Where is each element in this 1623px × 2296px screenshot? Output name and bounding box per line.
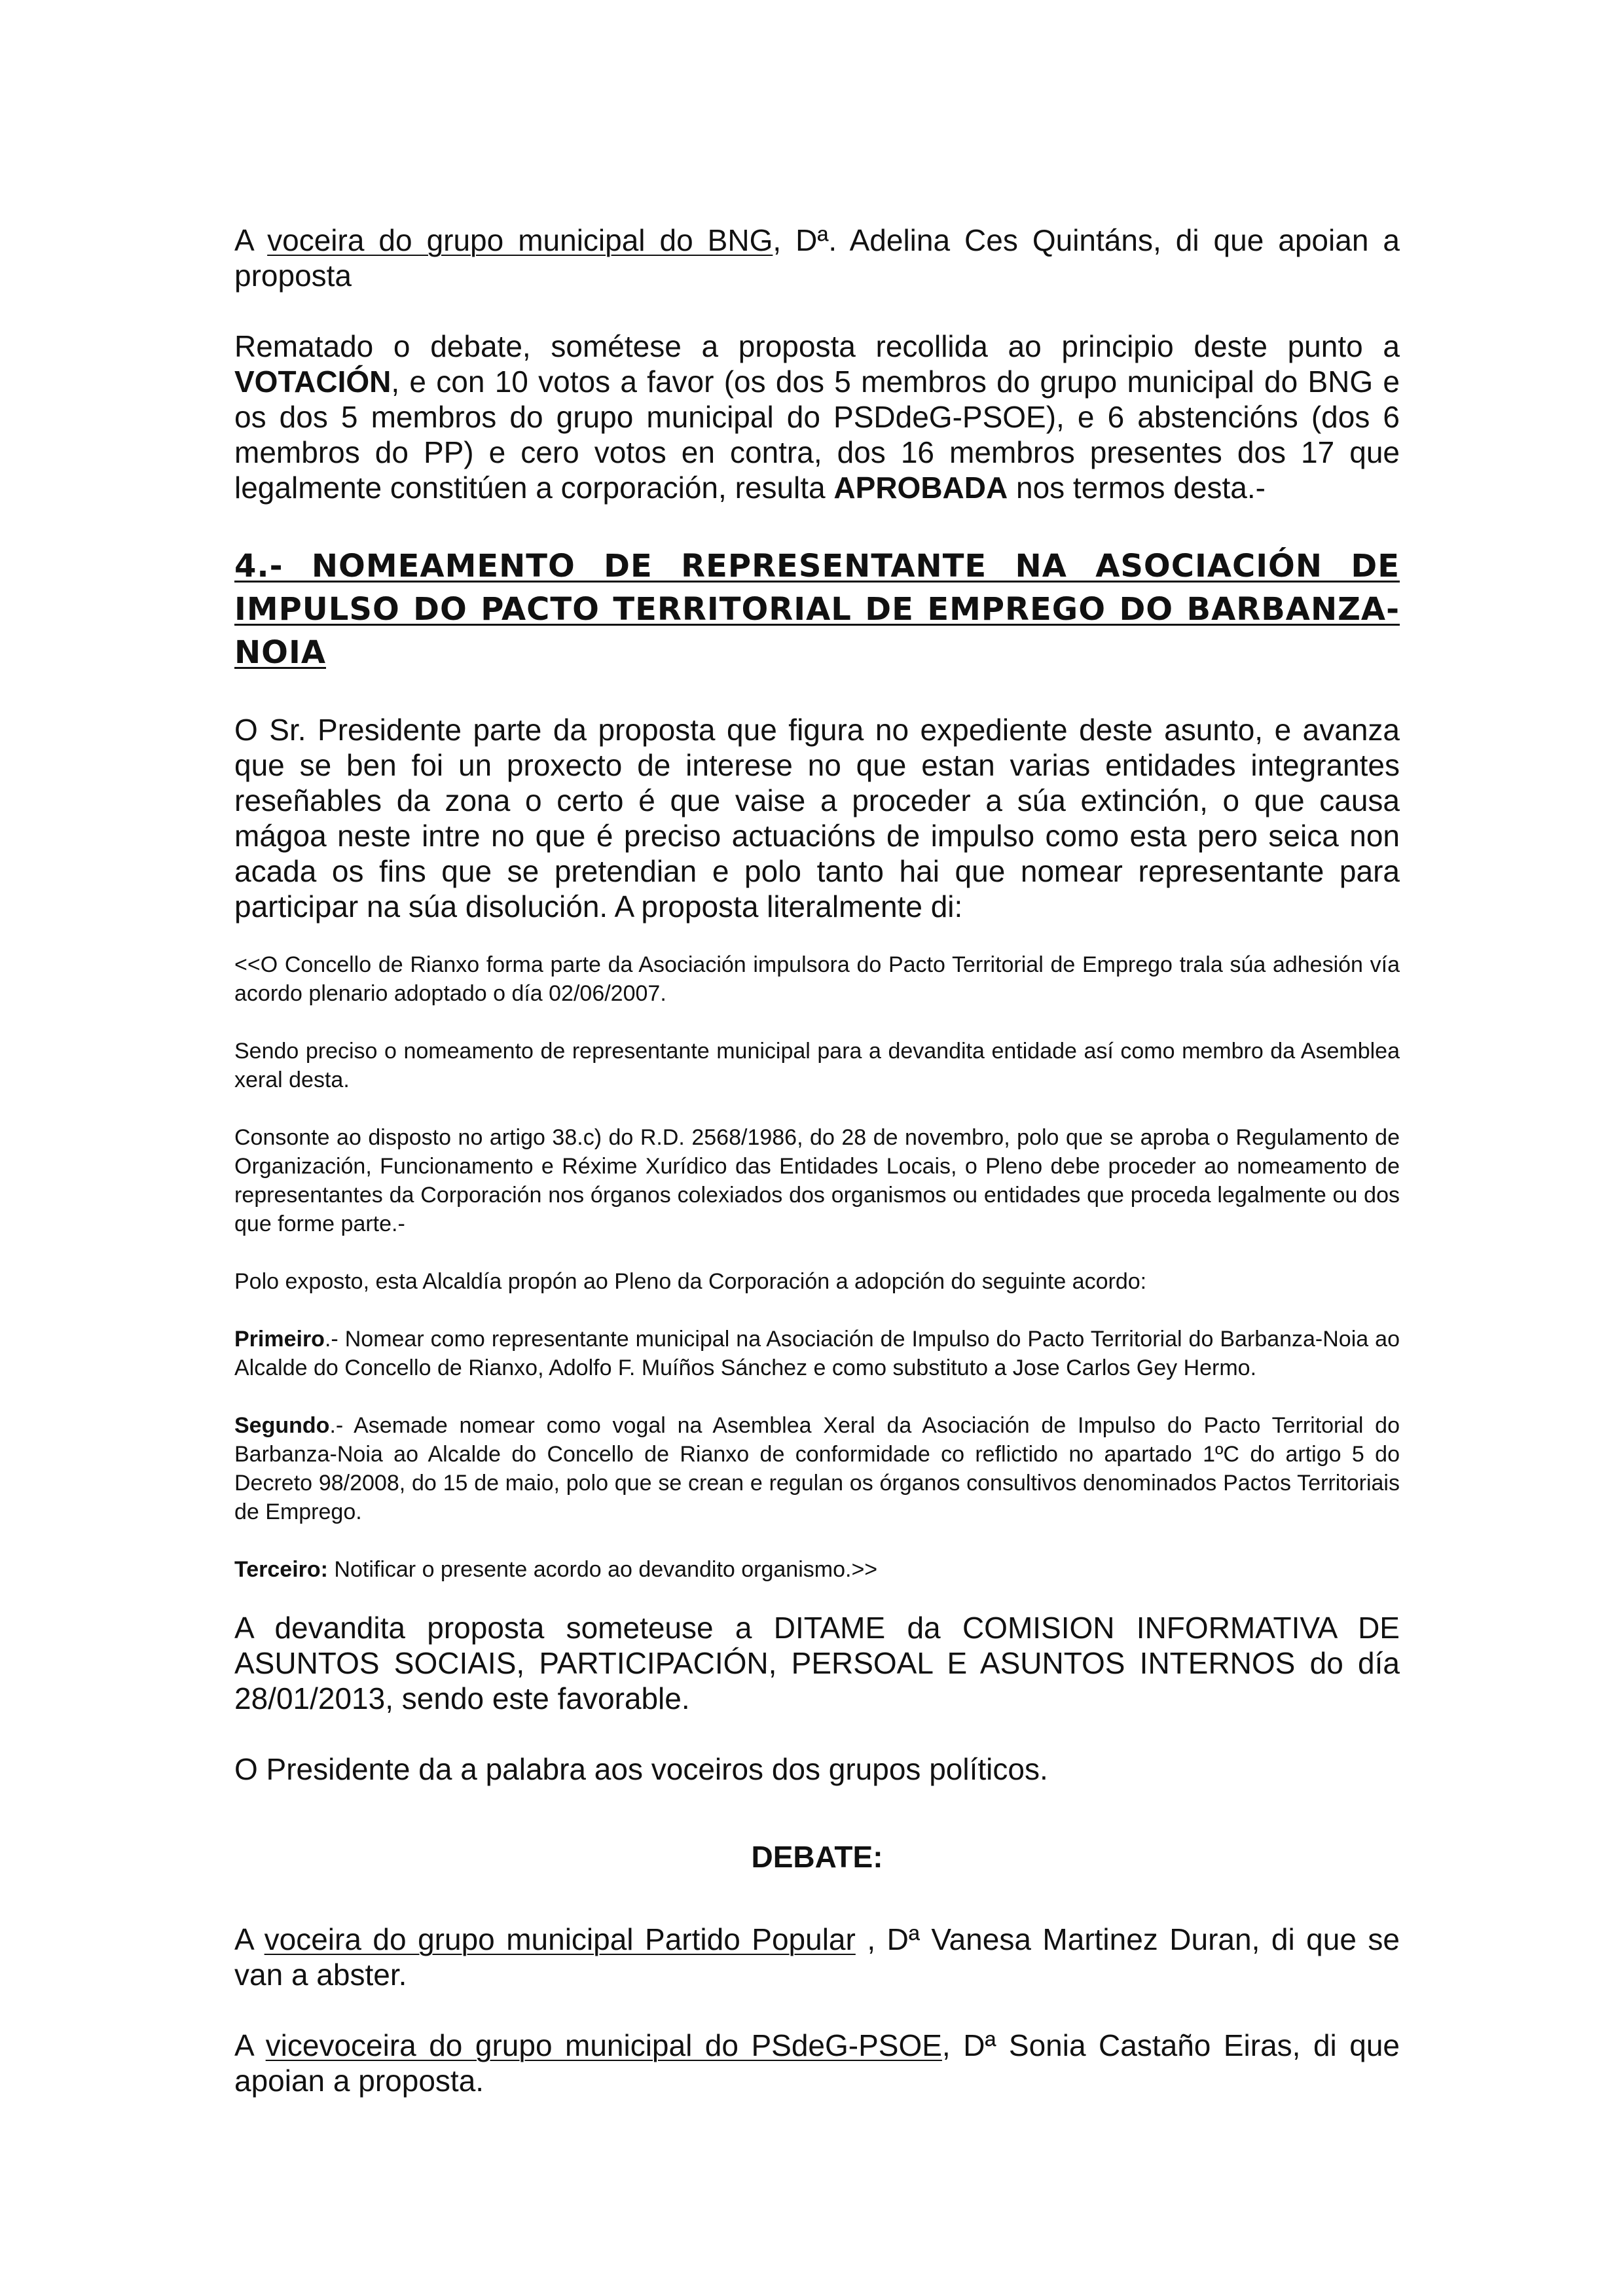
- vote-label: VOTACIÓN: [234, 365, 392, 399]
- pp-spokesperson-ref: voceira do grupo municipal Partido Popular: [264, 1922, 856, 1956]
- second-label: Segundo: [234, 1413, 330, 1438]
- president-intro-paragraph: O Sr. Presidente parte da proposta que figura no expediente deste asunto, e avanza que se ben foi un proxecto de interese no que estan varias entidades integrantes reseñables da zona o certo é que vaise a proceder a súa extinción, o que causa mágoa neste intre no que é preciso actuacións de impulso como esta pero seica non acada os fins que se pretendian e polo tanto hai que nomear representante para participar na súa disolución. A proposta literalmente di:: [234, 713, 1400, 924]
- proposal-quote-2: Sendo preciso o nomeamento de representante municipal para a devandita entidade así como membro da Asemblea xeral desta.: [234, 1039, 1400, 1092]
- document-page: [234, 223, 1400, 2098]
- proposal-quote-1: <<O Concello de Rianxo forma parte da Asociación impulsora do Pacto Territorial de Emprego trala súa adhesión vía acordo plenario adoptado o día 02/06/2007.: [234, 952, 1400, 1006]
- pp-statement: A voceira do grupo municipal Partido Popular , Dª Vanesa Martinez Duran, di que se van a abster.: [234, 1922, 1400, 1992]
- third-label: Terceiro:: [234, 1557, 328, 1582]
- president-floor-paragraph: O Presidente da a palabra aos voceiros dos grupos políticos.: [234, 1752, 1048, 1786]
- bng-statement: A voceira do grupo municipal do BNG, Dª. Adelina Ces Quintáns, di que apoian a proposta: [234, 223, 1400, 293]
- vote-result-paragraph: Rematado o debate, sométese a proposta recollida ao principio deste punto a VOTACIÓN, e con 10 votos a favor (os dos 5 membros do grupo municipal do BNG e os dos 5 membros do grupo municipal do PSDdeG-PSOE), e 6 abstencións (dos 6 membros do PP) e cero votos en contra, dos 16 membros presentes dos 17 que legalmente constitúen a corporación, resulta APROBADA nos termos desta.-: [234, 329, 1400, 505]
- section-heading: 4.- NOMEAMENTO DE REPRESENTANTE NA ASOCIACIÓN DE IMPULSO DO PACTO TERRITORIAL DE EMPREGO DO BARBANZA- NOIA: [234, 548, 1400, 671]
- proposal-second-point: Segundo.- Asemade nomear como vogal na Asemblea Xeral da Asociación de Impulso do Pacto Territorial do Barbanza-Noia ao Alcalde do Concello de Rianxo de conformidade co reflictido no apartado 1ºC do artigo 5 do Decreto 98/2008, do 15 de maio, polo que se crean e regulan os órganos consultivos denominados Pactos Territoriais de Emprego.: [234, 1413, 1400, 1524]
- psoe-spokesperson-ref: vicevoceira do grupo municipal do PSdeG-PSOE: [265, 2028, 942, 2062]
- commission-opinion-paragraph: A devandita proposta someteuse a DITAME da COMISION INFORMATIVA DE ASUNTOS SOCIAIS, PARTICIPACIÓN, PERSOAL E ASUNTOS INTERNOS do día 28/01/2013, sendo este favorable.: [234, 1611, 1400, 1715]
- first-label: Primeiro: [234, 1327, 325, 1352]
- proposal-third-point: Terceiro: Notificar o presente acordo ao devandito organismo.>>: [234, 1557, 878, 1582]
- bng-spokesperson-ref: voceira do grupo municipal do BNG: [267, 223, 773, 257]
- proposal-first-point: Primeiro.- Nomear como representante municipal na Asociación de Impulso do Pacto Territorial do Barbanza-Noia ao Alcalde do Concello de Rianxo, Adolfo F. Muíños Sánchez e como substituto a Jose Carlos Gey Hermo.: [234, 1327, 1400, 1380]
- psoe-statement: A vicevoceira do grupo municipal do PSdeG-PSOE, Dª Sonia Castaño Eiras, di que apoian a proposta.: [234, 2028, 1400, 2098]
- proposal-quote-4: Polo exposto, esta Alcaldía propón ao Pleno da Corporación a adopción do seguinte acordo:: [234, 1269, 1147, 1294]
- approved-label: APROBADA: [833, 471, 1008, 505]
- debate-title: DEBATE:: [751, 1840, 883, 1874]
- proposal-quote-3: Consonte ao disposto no artigo 38.c) do R.D. 2568/1986, do 28 de novembro, polo que se aproba o Regulamento de Organización, Funcionamento e Réxime Xurídico das Entidades Locais, o Pleno debe proceder ao nomeamento de representantes da Corporación nos órganos colexiados dos organismos ou entidades que proceda legalmente ou dos que forme parte.-: [234, 1125, 1400, 1236]
